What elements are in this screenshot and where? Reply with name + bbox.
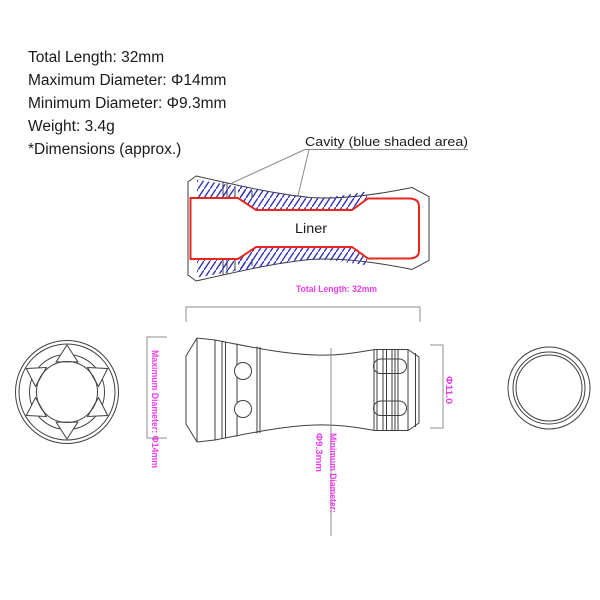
tab-triangle <box>26 398 46 417</box>
cavity-hatch-bottom-strip <box>238 247 367 272</box>
front-view-bore-circle <box>37 362 98 423</box>
side-view-hole-top <box>235 363 252 380</box>
tab-triangle <box>56 345 78 362</box>
spec-block <box>28 49 226 158</box>
rear-view-bore-circle <box>516 355 582 421</box>
min-diameter-dim-label-line1: Minimum Diameter: <box>327 433 338 522</box>
cavity-hatch-top-strip <box>238 185 367 210</box>
spec-max-diameter: Maximum Diameter: Φ14mm <box>28 72 227 89</box>
min-diameter-dim-label-line2: Φ9.3mm <box>313 433 324 471</box>
cavity-label: Cavity (blue shaded area) <box>305 134 468 149</box>
spec-weight: Weight: 3.4g <box>28 118 115 135</box>
liner-label: Liner <box>295 221 328 236</box>
tab-triangle <box>26 368 46 387</box>
cross-section-view <box>188 176 429 281</box>
max-diameter-dim-label: Maximum Diameter: Φ14mm <box>149 350 160 479</box>
cavity-leader-line-left <box>232 150 305 184</box>
tab-triangle <box>88 368 108 387</box>
end-diameter-dim-label: Φ11.0 <box>443 376 454 402</box>
rear-view-inner-circle <box>513 352 585 424</box>
end-diameter-dimension <box>430 345 454 428</box>
rear-view-outer-circle <box>508 347 590 429</box>
spec-min-diameter: Minimum Diameter: Φ9.3mm <box>28 95 227 112</box>
spec-note: *Dimensions (approx.) <box>28 141 182 158</box>
max-diameter-dimension <box>147 337 167 479</box>
rear-view <box>508 347 590 429</box>
front-view-tab-ring <box>30 355 105 430</box>
total-length-dim-bracket <box>186 307 420 322</box>
total-length-dim-label: Total Length: 32mm <box>296 284 377 295</box>
tab-triangle <box>56 422 78 439</box>
tab-triangle <box>88 398 108 417</box>
front-view-tabs <box>26 345 107 439</box>
side-view-outline <box>186 338 419 442</box>
front-view <box>16 341 119 444</box>
spec-total-length: Total Length: 32mm <box>28 49 165 66</box>
side-view-hole-bottom <box>235 401 252 418</box>
end-diameter-bracket <box>430 345 443 428</box>
total-length-dimension <box>186 284 420 322</box>
side-view <box>186 338 419 442</box>
